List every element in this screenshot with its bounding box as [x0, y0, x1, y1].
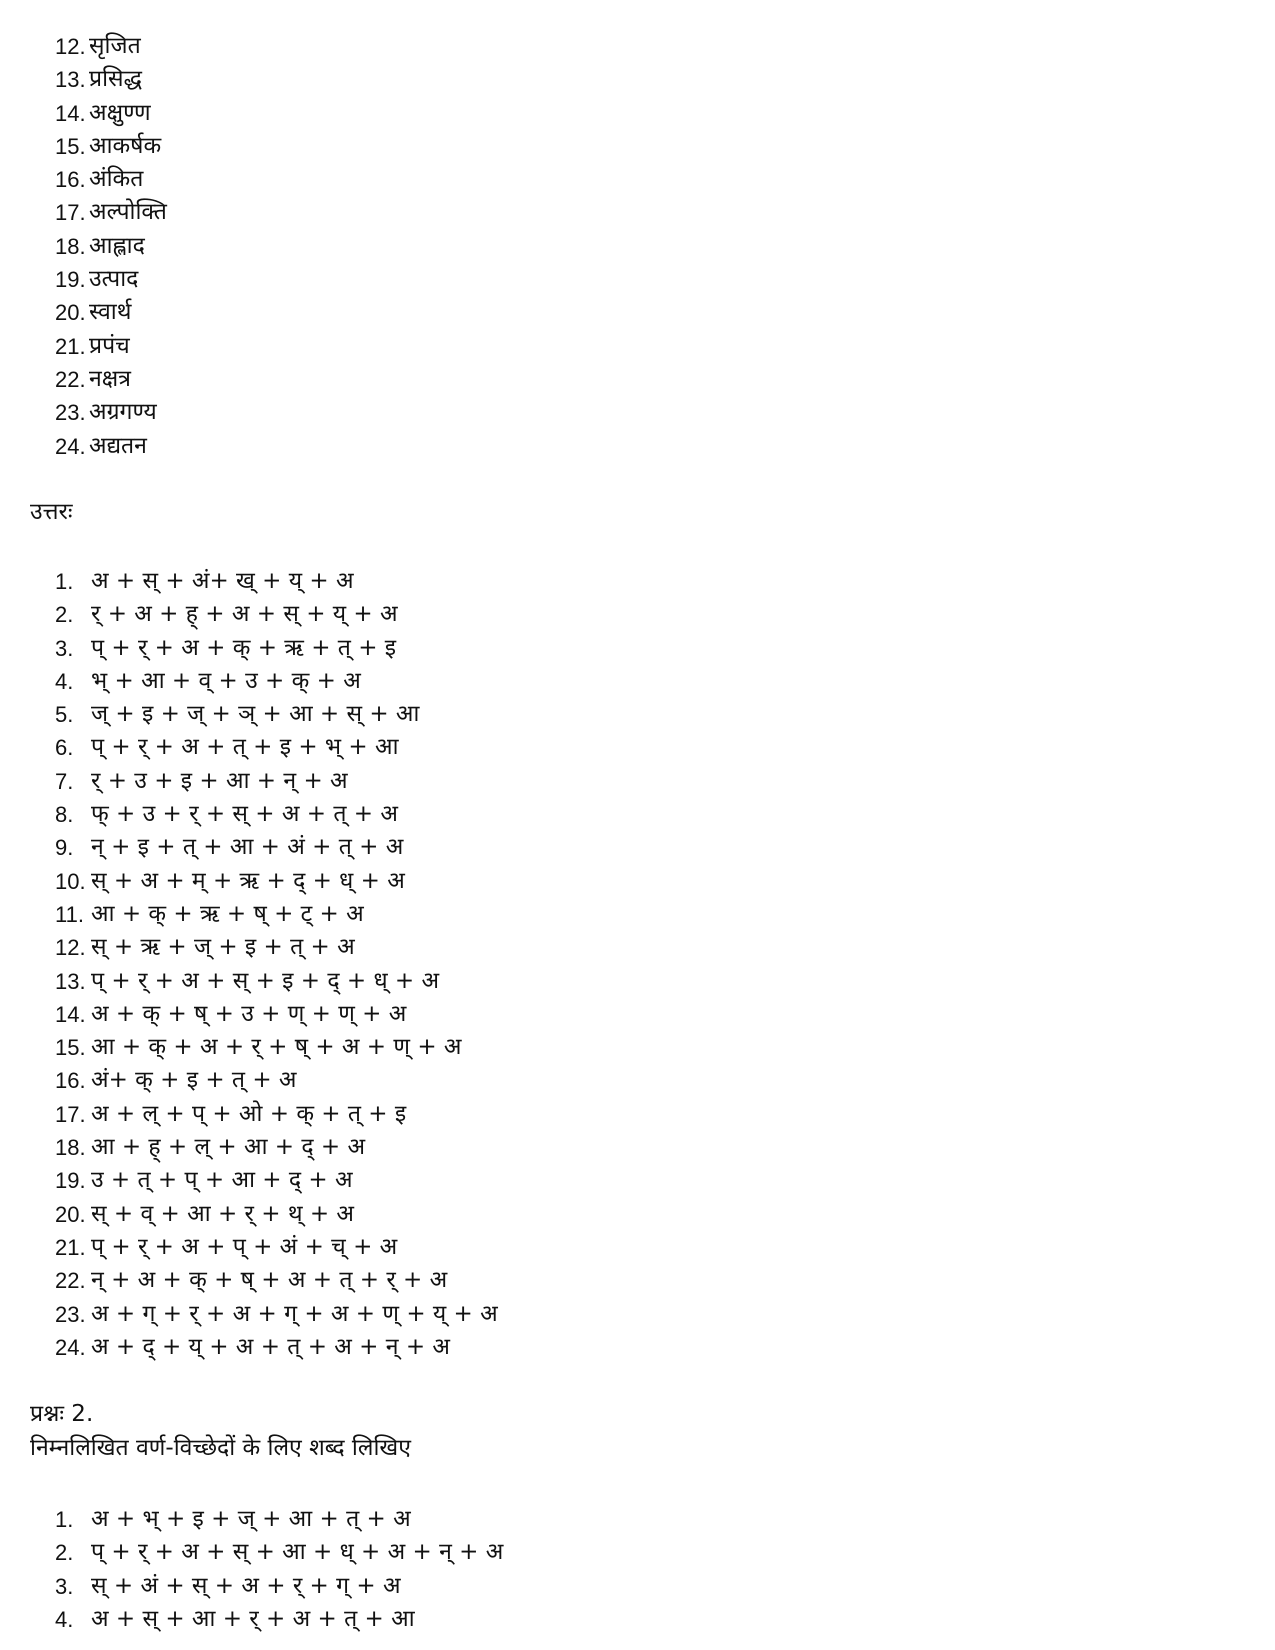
list-number: 14.	[55, 100, 86, 126]
answer-item	[55, 632, 498, 665]
answer-item	[55, 798, 498, 831]
list-text: आकर्षक	[89, 132, 162, 159]
answer-item	[55, 931, 498, 964]
word-item	[55, 130, 167, 163]
list-text: अ + क् + ष् + उ + ण् + ण् + अ	[91, 1000, 407, 1027]
list-text: अ + स् + आ + र् + अ + त् + आ	[91, 1605, 415, 1632]
list-text: अ + द् + य् + अ + त् + अ + न् + अ	[91, 1333, 450, 1360]
list-number: 10.	[55, 868, 86, 894]
answer-item	[55, 1331, 498, 1364]
list-text: प् + र् + अ + स् + इ + द् + ध् + अ	[91, 967, 440, 994]
exercise-item	[55, 1603, 503, 1636]
list-number: 22.	[55, 366, 86, 392]
list-text: अ + भ् + इ + ज् + आ + त् + अ	[91, 1506, 411, 1532]
answer-item	[55, 1164, 498, 1197]
list-number: 11.	[55, 901, 84, 927]
list-text: अक्षुण्ण	[89, 99, 151, 126]
list-text: प्रसिद्ध	[89, 66, 142, 93]
list-number: 6.	[55, 735, 74, 761]
list-number: 17.	[55, 1101, 86, 1127]
list-number: 21.	[55, 333, 86, 359]
answer-item	[55, 698, 498, 731]
list-text: अग्रगण्य	[89, 399, 157, 426]
list-number: 9.	[55, 835, 74, 861]
list-text: स्वार्थ	[89, 299, 132, 326]
list-number: 23.	[55, 1301, 86, 1327]
list-text: आह्लाद	[89, 232, 145, 259]
answer-item	[55, 765, 498, 798]
list-number: 18.	[55, 233, 86, 259]
question2-instruction: निम्नलिखित वर्ण-विच्छेदों के लिए शब्द लिखिए	[30, 1435, 411, 1461]
question2-title: प्रश्नः 2.	[30, 1401, 94, 1427]
list-text: अल्पोक्ति	[89, 199, 167, 226]
list-text: प् + र् + अ + प् + अं + च् + अ	[91, 1233, 398, 1260]
list-number: 19.	[55, 267, 86, 293]
list-text: भ् + आ + व् + उ + क् + अ	[91, 667, 361, 694]
list-number: 4.	[55, 668, 74, 694]
list-text: सृजित	[89, 33, 141, 59]
word-item	[55, 196, 167, 229]
answer-item	[55, 1264, 498, 1297]
list-number: 12.	[55, 935, 86, 961]
word-item	[55, 330, 167, 363]
answer-item	[55, 965, 498, 998]
list-text: आ + क् + अ + र् + ष् + अ + ण् + अ	[91, 1034, 462, 1061]
list-number: 4.	[55, 1606, 74, 1632]
list-number: 5.	[55, 702, 74, 728]
answer-item	[55, 1198, 498, 1231]
list-number: 23.	[55, 400, 86, 426]
list-number: 3.	[55, 1573, 74, 1599]
list-number: 18.	[55, 1135, 86, 1161]
list-number: 21.	[55, 1234, 86, 1260]
word-item	[55, 230, 167, 263]
list-text: प्रपंच	[89, 332, 130, 359]
answer-item	[55, 898, 498, 931]
answer-item	[55, 1031, 498, 1064]
list-text: अ + स् + अं+ ख् + य् + अ	[91, 568, 354, 594]
list-number: 13.	[55, 968, 86, 994]
list-number: 15.	[55, 1035, 86, 1061]
answer-label: उत्तरः	[30, 499, 73, 525]
list-text: फ् + उ + र् + स् + अ + त् + अ	[91, 801, 398, 828]
exercise2-list	[55, 1503, 503, 1636]
list-number: 19.	[55, 1168, 86, 1194]
list-text: उ + त् + प् + आ + द् + अ	[91, 1167, 353, 1194]
list-text: स् + ऋ + ज् + इ + त् + अ	[91, 934, 355, 961]
list-number: 22.	[55, 1268, 86, 1294]
list-text: स् + अं + स् + अ + र् + ग् + अ	[91, 1572, 401, 1599]
list-number: 7.	[55, 768, 74, 794]
list-text: प् + र् + अ + स् + आ + ध् + अ + न् + अ	[91, 1539, 504, 1566]
list-text: अंकित	[89, 166, 144, 193]
exercise-item	[55, 1503, 503, 1536]
answer-item	[55, 731, 498, 764]
answer-item	[55, 565, 498, 598]
list-number: 17.	[55, 200, 86, 226]
exercise-item	[55, 1536, 503, 1569]
list-text: न् + इ + त् + आ + अं + त् + अ	[91, 834, 404, 861]
list-text: उत्पाद	[89, 266, 139, 293]
list-number: 20.	[55, 1201, 86, 1227]
list-text: र् + उ + इ + आ + न् + अ	[91, 767, 348, 794]
list-number: 24.	[55, 433, 86, 459]
answer-item	[55, 1098, 498, 1131]
list-number: 20.	[55, 300, 86, 326]
word-item	[55, 296, 167, 329]
list-text: अं+ क् + इ + त् + अ	[91, 1067, 297, 1094]
list-number: 12.	[55, 34, 86, 59]
list-number: 16.	[55, 167, 86, 193]
list-number: 15.	[55, 133, 86, 159]
list-number: 2.	[55, 1540, 74, 1566]
answer-item	[55, 998, 498, 1031]
list-text: अ + ल् + प् + ओ + क् + त् + इ	[91, 1100, 407, 1127]
answers-list	[55, 565, 498, 1364]
list-text: न् + अ + क् + ष् + अ + त् + र् + अ	[91, 1267, 448, 1294]
list-text: नक्षत्र	[89, 365, 131, 392]
answer-item	[55, 1064, 498, 1097]
word-item	[55, 30, 167, 63]
word-item	[55, 263, 167, 296]
word-item	[55, 430, 167, 463]
list-number: 13.	[55, 67, 86, 93]
list-text: ज् + इ + ज् + ञ् + आ + स् + आ	[91, 701, 420, 728]
list-number: 1.	[55, 569, 74, 594]
list-number: 14.	[55, 1001, 86, 1027]
words-list	[55, 30, 167, 463]
word-item	[55, 97, 167, 130]
word-item	[55, 163, 167, 196]
answer-item	[55, 865, 498, 898]
list-number: 16.	[55, 1068, 86, 1094]
answer-item	[55, 1231, 498, 1264]
answer-item	[55, 665, 498, 698]
list-text: अद्यतन	[89, 432, 147, 459]
list-number: 1.	[55, 1507, 74, 1532]
list-text: आ + क् + ऋ + ष् + ट् + अ	[91, 900, 364, 927]
list-number: 24.	[55, 1334, 86, 1360]
answer-item	[55, 598, 498, 631]
list-text: आ + ह् + ल् + आ + द् + अ	[91, 1134, 366, 1161]
word-item	[55, 63, 167, 96]
list-number: 3.	[55, 635, 74, 661]
list-text: प् + र् + अ + त् + इ + भ् + आ	[91, 734, 399, 761]
word-item	[55, 396, 167, 429]
list-text: स् + व् + आ + र् + थ् + अ	[91, 1200, 354, 1227]
list-text: प् + र् + अ + क् + ऋ + त् + इ	[91, 634, 397, 661]
list-number: 8.	[55, 802, 74, 828]
list-text: र् + अ + ह् + अ + स् + य् + अ	[91, 601, 398, 628]
exercise-item	[55, 1570, 503, 1603]
list-text: स् + अ + म् + ऋ + द् + ध् + अ	[91, 867, 405, 894]
list-number: 2.	[55, 602, 74, 628]
answer-item	[55, 1131, 498, 1164]
list-text: अ + ग् + र् + अ + ग् + अ + ण् + य् + अ	[91, 1300, 498, 1327]
answer-item	[55, 1298, 498, 1331]
answer-item	[55, 831, 498, 864]
word-item	[55, 363, 167, 396]
